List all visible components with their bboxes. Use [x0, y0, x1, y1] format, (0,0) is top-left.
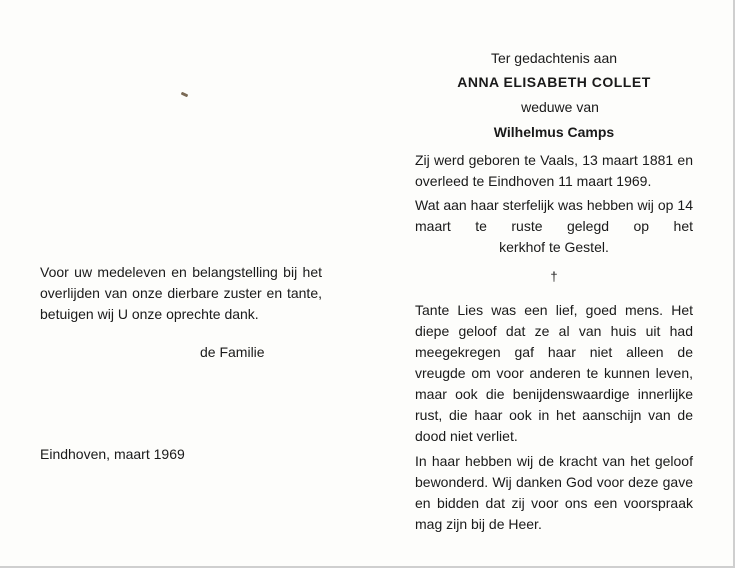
family-signature: de Familie — [200, 344, 265, 360]
intro-line: Ter gedachtenis aan — [490, 50, 618, 66]
memorial-paragraph-2: In haar hebben wij de kracht van het geloof bewonderd. Wij danken God voor deze gave en bidden dat zij voor ons een voorspraak mag zijn bij de Heer. — [415, 453, 693, 532]
left-panel — [40, 262, 322, 363]
burial-place: kerkhof te Gestel. — [499, 239, 609, 255]
memorial-paragraph-1: Tante Lies was een lief, goed mens. Het diepe geloof dat ze al van huis uit had meegekregen gaf haar niet alleen de vreugde om voor anderen te kunnen leven, maar ook die benijdenswaardige innerlijke rust, die haar ook in het aanschijn van de dood niet verliet. — [415, 302, 693, 444]
birth-death-text: Zij werd geboren te Vaals, 13 maart 1881 en overleed te Eindhoven 11 maart 1969. — [415, 152, 693, 189]
widow-of-line: weduwe van — [521, 99, 599, 115]
cross-icon: † — [550, 269, 558, 284]
date-line: Eindhoven, maart 1969 — [40, 446, 185, 462]
right-panel — [415, 48, 693, 535]
thanks-text: Voor uw medeleven en belangstelling bij het overlijden van onze dierbare zuster en tante, betuigen wij U onze oprechte dank. — [40, 264, 322, 322]
husband-name: Wilhelmus Camps — [493, 124, 615, 140]
burial-text: Wat aan haar sterfelijk was hebben wij op 14 maart te ruste gelegd op het — [415, 197, 693, 234]
paper-speck — [181, 92, 189, 98]
deceased-name: ANNA ELISABETH COLLET — [457, 74, 651, 90]
